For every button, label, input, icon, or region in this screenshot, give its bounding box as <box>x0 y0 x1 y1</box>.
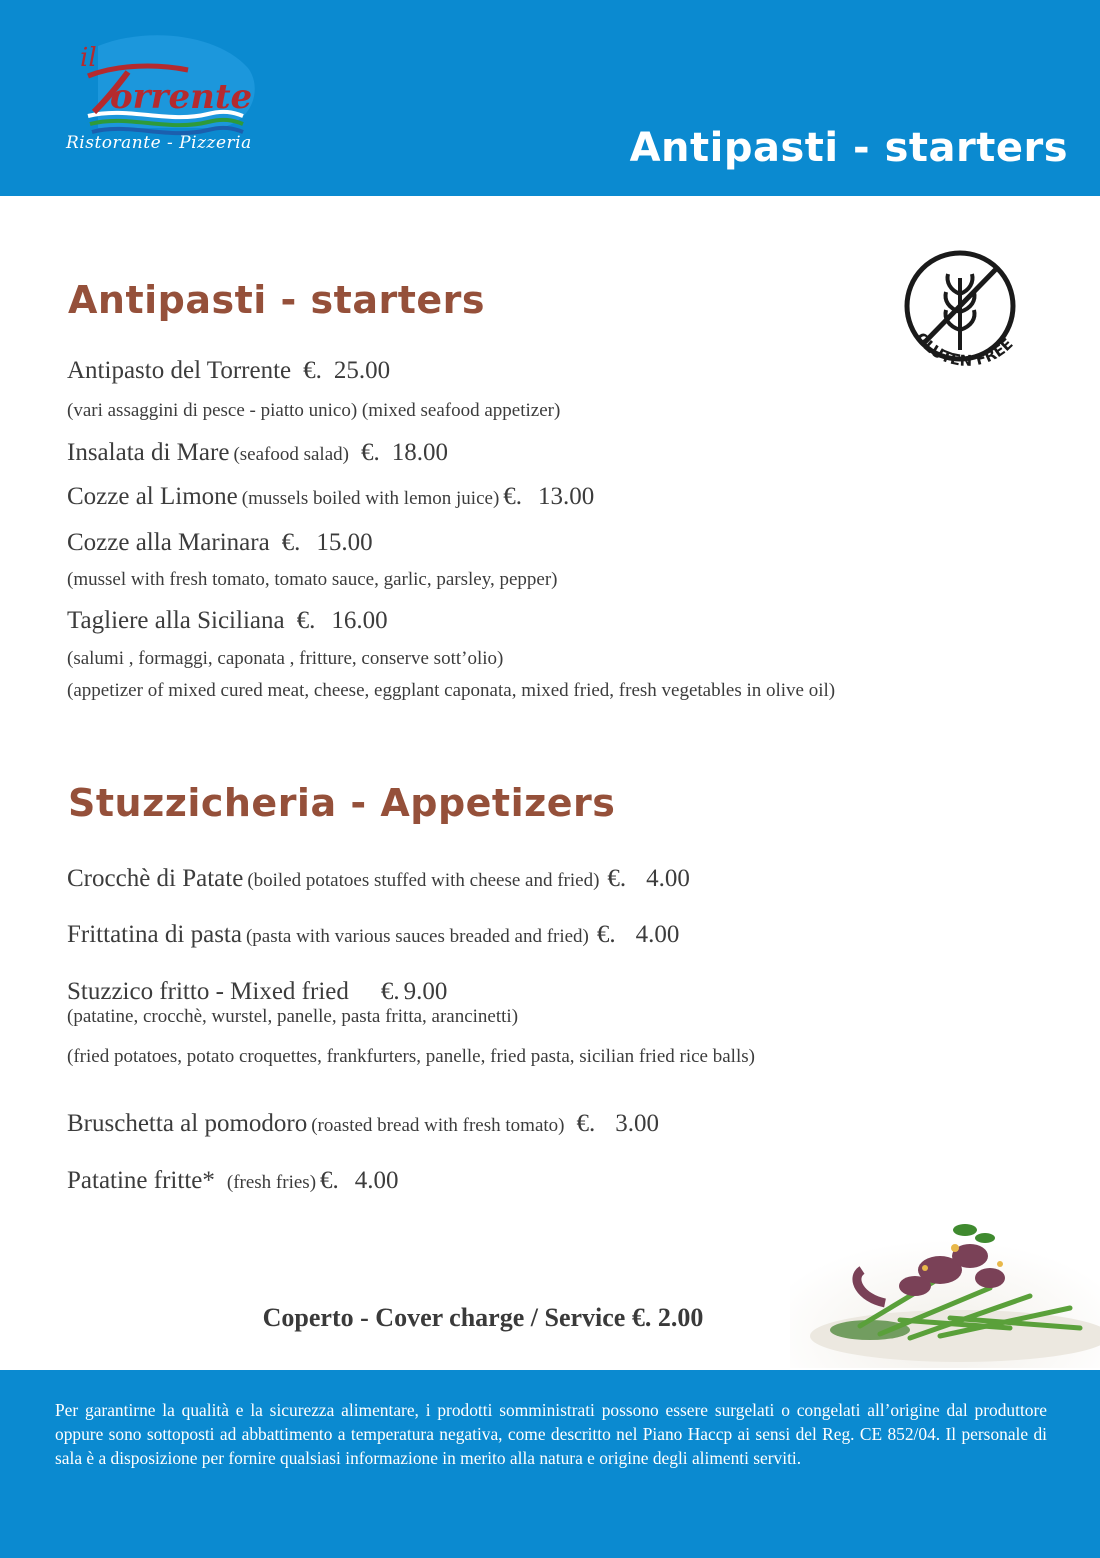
header-title: Antipasti - starters <box>629 125 1068 171</box>
menu-item-cozze-alla-marinara: Cozze alla Marinara €. 15.00 <box>67 529 373 556</box>
item-description: (patatine, crocchè, wurstel, panelle, pasta fritta, arancinetti) <box>67 1006 519 1027</box>
item-description: (mussel with fresh tomato, tomato sauce, garlic, parsley, pepper) <box>67 569 558 590</box>
item-description: (vari assaggini di pesce - piatto unico) (mixed seafood appetizer) <box>67 400 561 421</box>
section-title-stuzzicheria: Stuzzicheria - Appetizers <box>68 781 616 825</box>
section-title-antipasti: Antipasti - starters <box>68 278 485 322</box>
item-description: (fried potatoes, potato croquettes, frankfurters, panelle, fried pasta, sicilian fried rice balls) <box>67 1046 755 1067</box>
menu-item-insalata-di-mare: Insalata di Mare (seafood salad) €. 18.00 <box>67 439 448 466</box>
menu-item-patatine-fritte: Patatine fritte* (fresh fries) €. 4.00 <box>67 1167 399 1194</box>
menu-item-stuzzico-fritto: Stuzzico fritto - Mixed fried €. 9.00 <box>67 978 448 1005</box>
menu-item-tagliere-alla-siciliana: Tagliere alla Siciliana €. 16.00 <box>67 607 388 634</box>
svg-text:il: il <box>80 43 97 73</box>
cover-charge: Coperto - Cover charge / Service €. 2.00 <box>262 1303 704 1332</box>
menu-item-cozze-al-limone: Cozze al Limone (mussels boiled with lemon juice) €. 13.00 <box>67 483 595 510</box>
menu-item-crocche-di-patate: Crocchè di Patate (boiled potatoes stuffed with cheese and fried) €. 4.00 <box>67 865 690 892</box>
item-description: (salumi , formaggi, caponata , fritture, conserve sott’olio) <box>67 648 504 669</box>
food-safety-disclaimer: Per garantirne la qualità e la sicurezza alimentare, i prodotti somministrati possono essere surgelati o congelati all’origine dal produttore oppure sono sottoposti ad abbattimento a temperatura negativa, come descritto nel Piano Haccp ai sensi del Reg. CE 852/04. Il personale di sala è a disposizione per fornire qualsiasi informazione in merito alla natura e origine degli alimenti serviti. <box>55 1400 1047 1468</box>
menu-item-frittatina-di-pasta: Frittatina di pasta (pasta with various sauces breaded and fried) €. 4.00 <box>67 921 680 948</box>
page-header <box>0 0 1100 196</box>
svg-text:GLUTEN FREE: GLUTEN FREE <box>911 328 1017 370</box>
menu-item-bruschetta-al-pomodoro: Bruschetta al pomodoro (roasted bread with fresh tomato) €. 3.00 <box>67 1110 659 1137</box>
item-description: (appetizer of mixed cured meat, cheese, eggplant caponata, mixed fried, fresh vegetables in olive oil) <box>67 680 836 701</box>
menu-item-antipasto-del-torrente: Antipasto del Torrente €. 25.00 <box>67 357 391 384</box>
gluten-free-icon <box>902 250 1026 384</box>
page-footer <box>0 1370 1100 1558</box>
logo-subtitle: Ristorante - Pizzeria <box>66 133 252 153</box>
svg-text:orrente: orrente <box>110 77 253 117</box>
octopus-salad-image <box>790 1208 1100 1368</box>
